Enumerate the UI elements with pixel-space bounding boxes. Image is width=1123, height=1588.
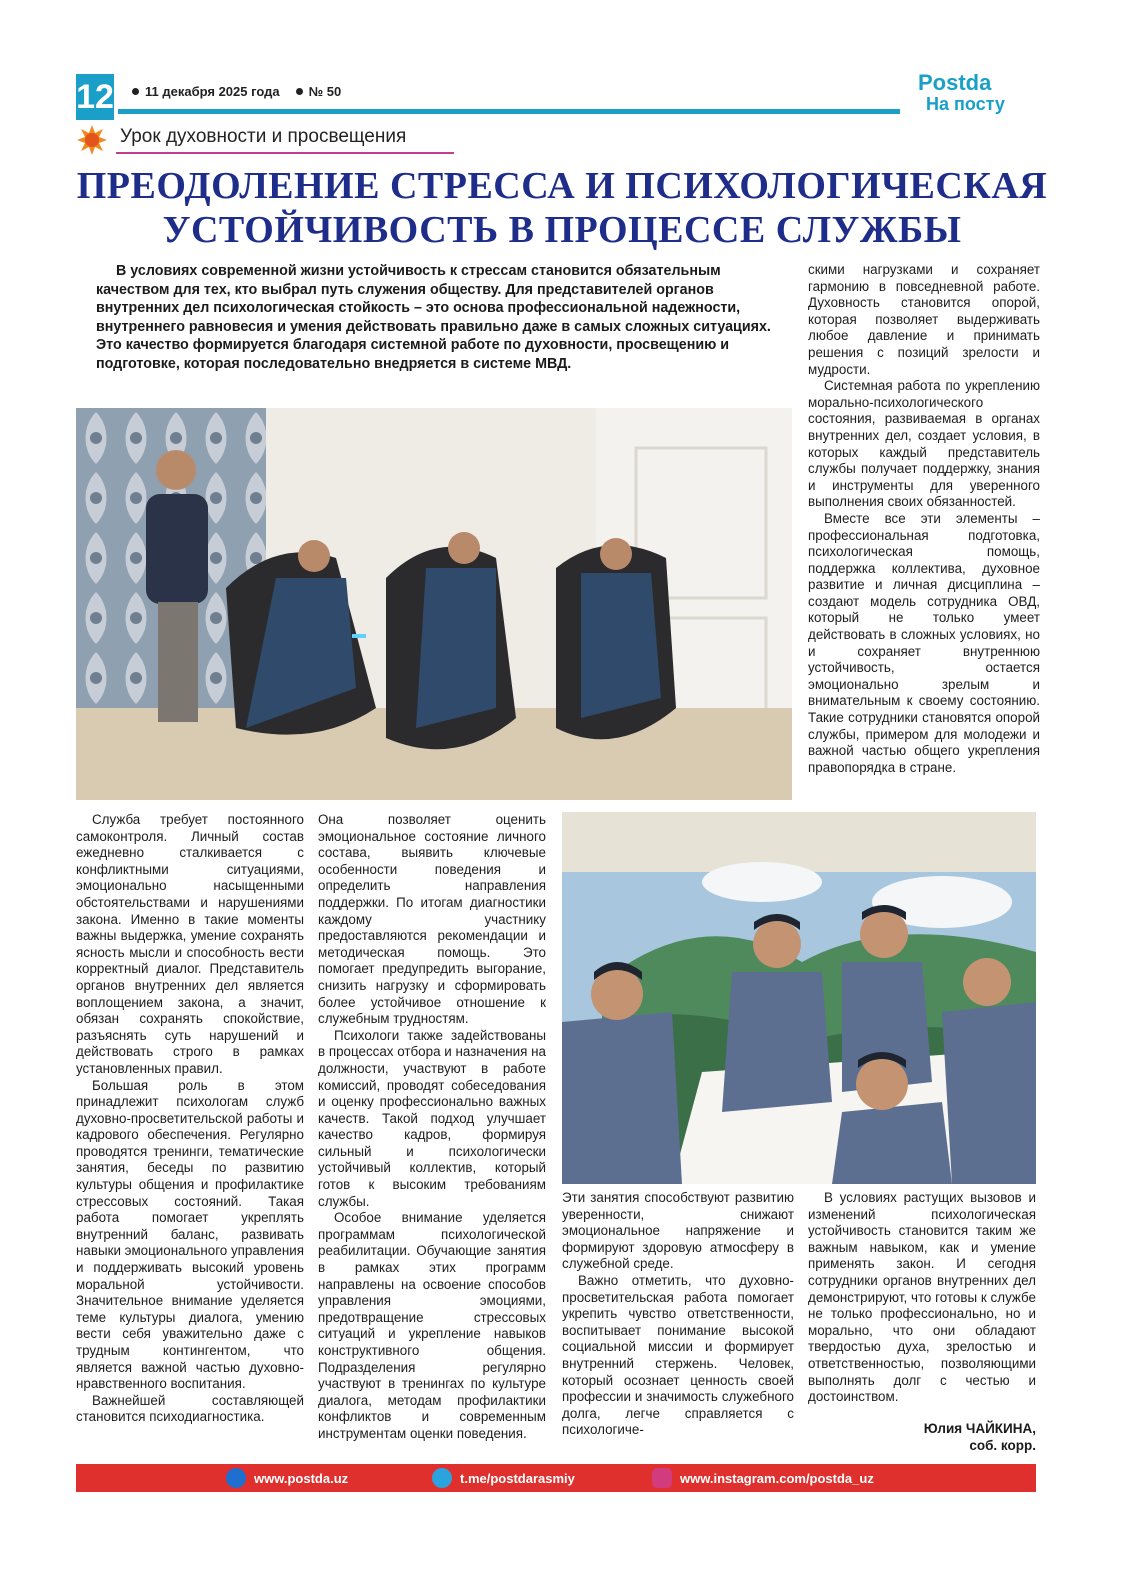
paragraph: Важнейшей составляющей становится психодиагностика.	[76, 1392, 304, 1425]
page-number: 12	[76, 74, 114, 120]
page-header	[0, 0, 1123, 120]
footer-bar	[76, 1464, 1036, 1492]
text-column-3	[562, 1190, 794, 1439]
author-name: Юлия ЧАЙКИНА,	[923, 1421, 1036, 1436]
text-column-5	[808, 1190, 1036, 1406]
paragraph: Психологи также задействованы в процессах отбора и назначения на должности, участвуют в работе комиссий, проводят собеседования и оценку профессионально важных качеств. Такой подход улучшает качество кадров, формируя сильный и психологически устойчивый коллектив, который готов к высоким требованиям службы.	[318, 1027, 546, 1209]
photo-training-session	[562, 812, 1036, 1184]
telegram-label: t.me/postdarasmiy	[460, 1470, 575, 1486]
issue-date: 11 декабря 2025 года	[145, 84, 280, 99]
paragraph: Большая роль в этом принадлежит психологам служб духовно-просветительской работы и кадрового обеспечения. Регулярно проводятся тренинги, тематические занятия, беседы по развитию культуры общения и профилактике стрессовых состояний. Такая работа помогает укреплять внутренний баланс, развивать навыки эмоционального управления и поддерживать высокий уровень моральной устойчивости. Значительное внимание уделяется теме культуры диалога, умению вести себя уважительно даже с трудным контингентом, что является важной частью духовно-нравственного воспитания.	[76, 1077, 304, 1392]
photo-massage-chairs	[76, 408, 792, 800]
website-label: www.postda.uz	[254, 1470, 349, 1486]
paragraph: Она позволяет оценить эмоциональное состояние личного состава, выявить ключевые особенности поведения и определить направления поддержки. По итогам диагностики каждому участнику предоставляются рекомендации и методическая помощь. Это помогает предупредить выгорание, снизить нагрузку и сформировать более устойчивое отношение к служебным трудностям.	[318, 812, 546, 1027]
newspaper-logo	[918, 72, 1048, 114]
logo-line1: Postda	[918, 70, 992, 95]
paragraph: Эти занятия способствуют развитию уверенности, снижают эмоциональное напряжение и формируют здоровую атмосферу в служебной среде.	[562, 1190, 794, 1272]
author-signature	[808, 1420, 1036, 1454]
author-role: соб. корр.	[969, 1438, 1036, 1453]
paragraph: Особое внимание уделяется программам психологической реабилитации. Обучающие занятия в рамках этих программ направлены на освоение способов управления эмоциями, предотвращение стрессовых ситуаций и укрепление навыков конструктивного общения. Подразделения регулярно участвуют в тренингах по культуре диалога, методам профилактики конфликтов и современным инструментам оценки поведения.	[318, 1210, 546, 1441]
rubric-label: Урок духовности и просвещения	[120, 126, 407, 147]
instagram-link[interactable]	[652, 1468, 874, 1488]
bullet-icon	[296, 88, 303, 95]
text-column-1	[76, 812, 304, 1426]
rubric-underline	[116, 152, 454, 154]
paragraph: Важно отметить, что духовно-просветительская работа помогает укрепить чувство ответственности, воспитывает понимание высокой социальной миссии и формирует внутренний стержень. Человек, который осознает ценность своей профессии и значимость служебного долга, легче справляется с психологиче-	[562, 1272, 794, 1438]
article-headline	[76, 164, 1048, 252]
paragraph: скими нагрузками и сохраняет гармонию в повседневной работе. Духовность становится опорой, которая позволяет выдерживать любое давление и принимать решения с позиций зрелости и мудрости.	[808, 262, 1040, 377]
website-link[interactable]	[226, 1468, 348, 1488]
article-lead: В условиях современной жизни устойчивость к стрессам становится обязательным качеством для тех, кто выбрал путь служения обществу. Для представителей органов внутренних дел психологическая стойкость – это основа профессиональной надежности, внутреннего равновесия и умения действовать правильно даже в самых сложных ситуациях. Это качество формируется благодаря системной работе по духовности, просвещению и подготовке, которая последовательно внедряется в системе МВД.	[96, 263, 771, 372]
instagram-label: www.instagram.com/postda_uz	[680, 1470, 874, 1486]
bullet-icon	[132, 88, 139, 95]
issue-meta	[132, 84, 341, 99]
paragraph: Системная работа по укреплению морально-психологического состояния, развиваемая в органах внутренних дел, создает условия, в которых каждый представитель службы получает поддержку, знания и инструменты для уверенного выполнения своих обязанностей.	[808, 378, 1040, 510]
paragraph: В условиях растущих вызовов и изменений психологическая устойчивость становится таким же важным навыком, как и умение применять закон. И сегодня сотрудники органов внутренних дел демонстрируют, что готовы к службе не только профессионально, но и морально, что они обладают твердостью духа, зрелостью и ответственностью, позволяющими выполнять долг с честью и достоинством.	[808, 1190, 1036, 1405]
paragraph: Служба требует постоянного самоконтроля. Личный состав ежедневно сталкивается с конфликтными ситуациями, эмоционально насыщенными обстоятельствами и нарушениями закона. Именно в такие моменты важны выдержка, умение сохранять ясность мысли и способность вести корректный диалог. Представитель органов внутренних дел является воплощением закона, а значит, обязан сохранять спокойствие, разъяснять суть нарушений и действовать строго в рамках установленных правил.	[76, 812, 304, 1076]
issue-number: № 50	[308, 84, 342, 99]
paragraph: Вместе все эти элементы – профессиональная подготовка, психологическая помощь, поддержка коллектива, духовное развитие и личная дисциплина – создают модель сотрудника ОВД, который не только умеет действовать в сложных условиях, но и сохраняет внутреннюю устойчивость, остается эмоционально зрелым и внимательным к своему состоянию. Такие сотрудники становятся опорой службы, примером для молодежи и важной частью общего укрепления правопорядка в стране.	[808, 510, 1040, 775]
telegram-link[interactable]	[432, 1468, 575, 1488]
telegram-icon	[432, 1468, 452, 1488]
text-column-2	[318, 812, 546, 1443]
rubric	[76, 124, 476, 158]
globe-icon	[226, 1468, 246, 1488]
star-badge-icon	[76, 124, 108, 156]
headline-line2: УСТОЙЧИВОСТЬ В ПРОЦЕССЕ СЛУЖБЫ	[162, 209, 962, 251]
text-column-right-top	[808, 262, 1040, 776]
instagram-icon	[652, 1468, 672, 1488]
headline-line1: ПРЕОДОЛЕНИЕ СТРЕССА И ПСИХОЛОГИЧЕСКАЯ	[76, 165, 1048, 207]
logo-line2: На посту	[926, 94, 1005, 114]
header-rule	[118, 109, 900, 114]
